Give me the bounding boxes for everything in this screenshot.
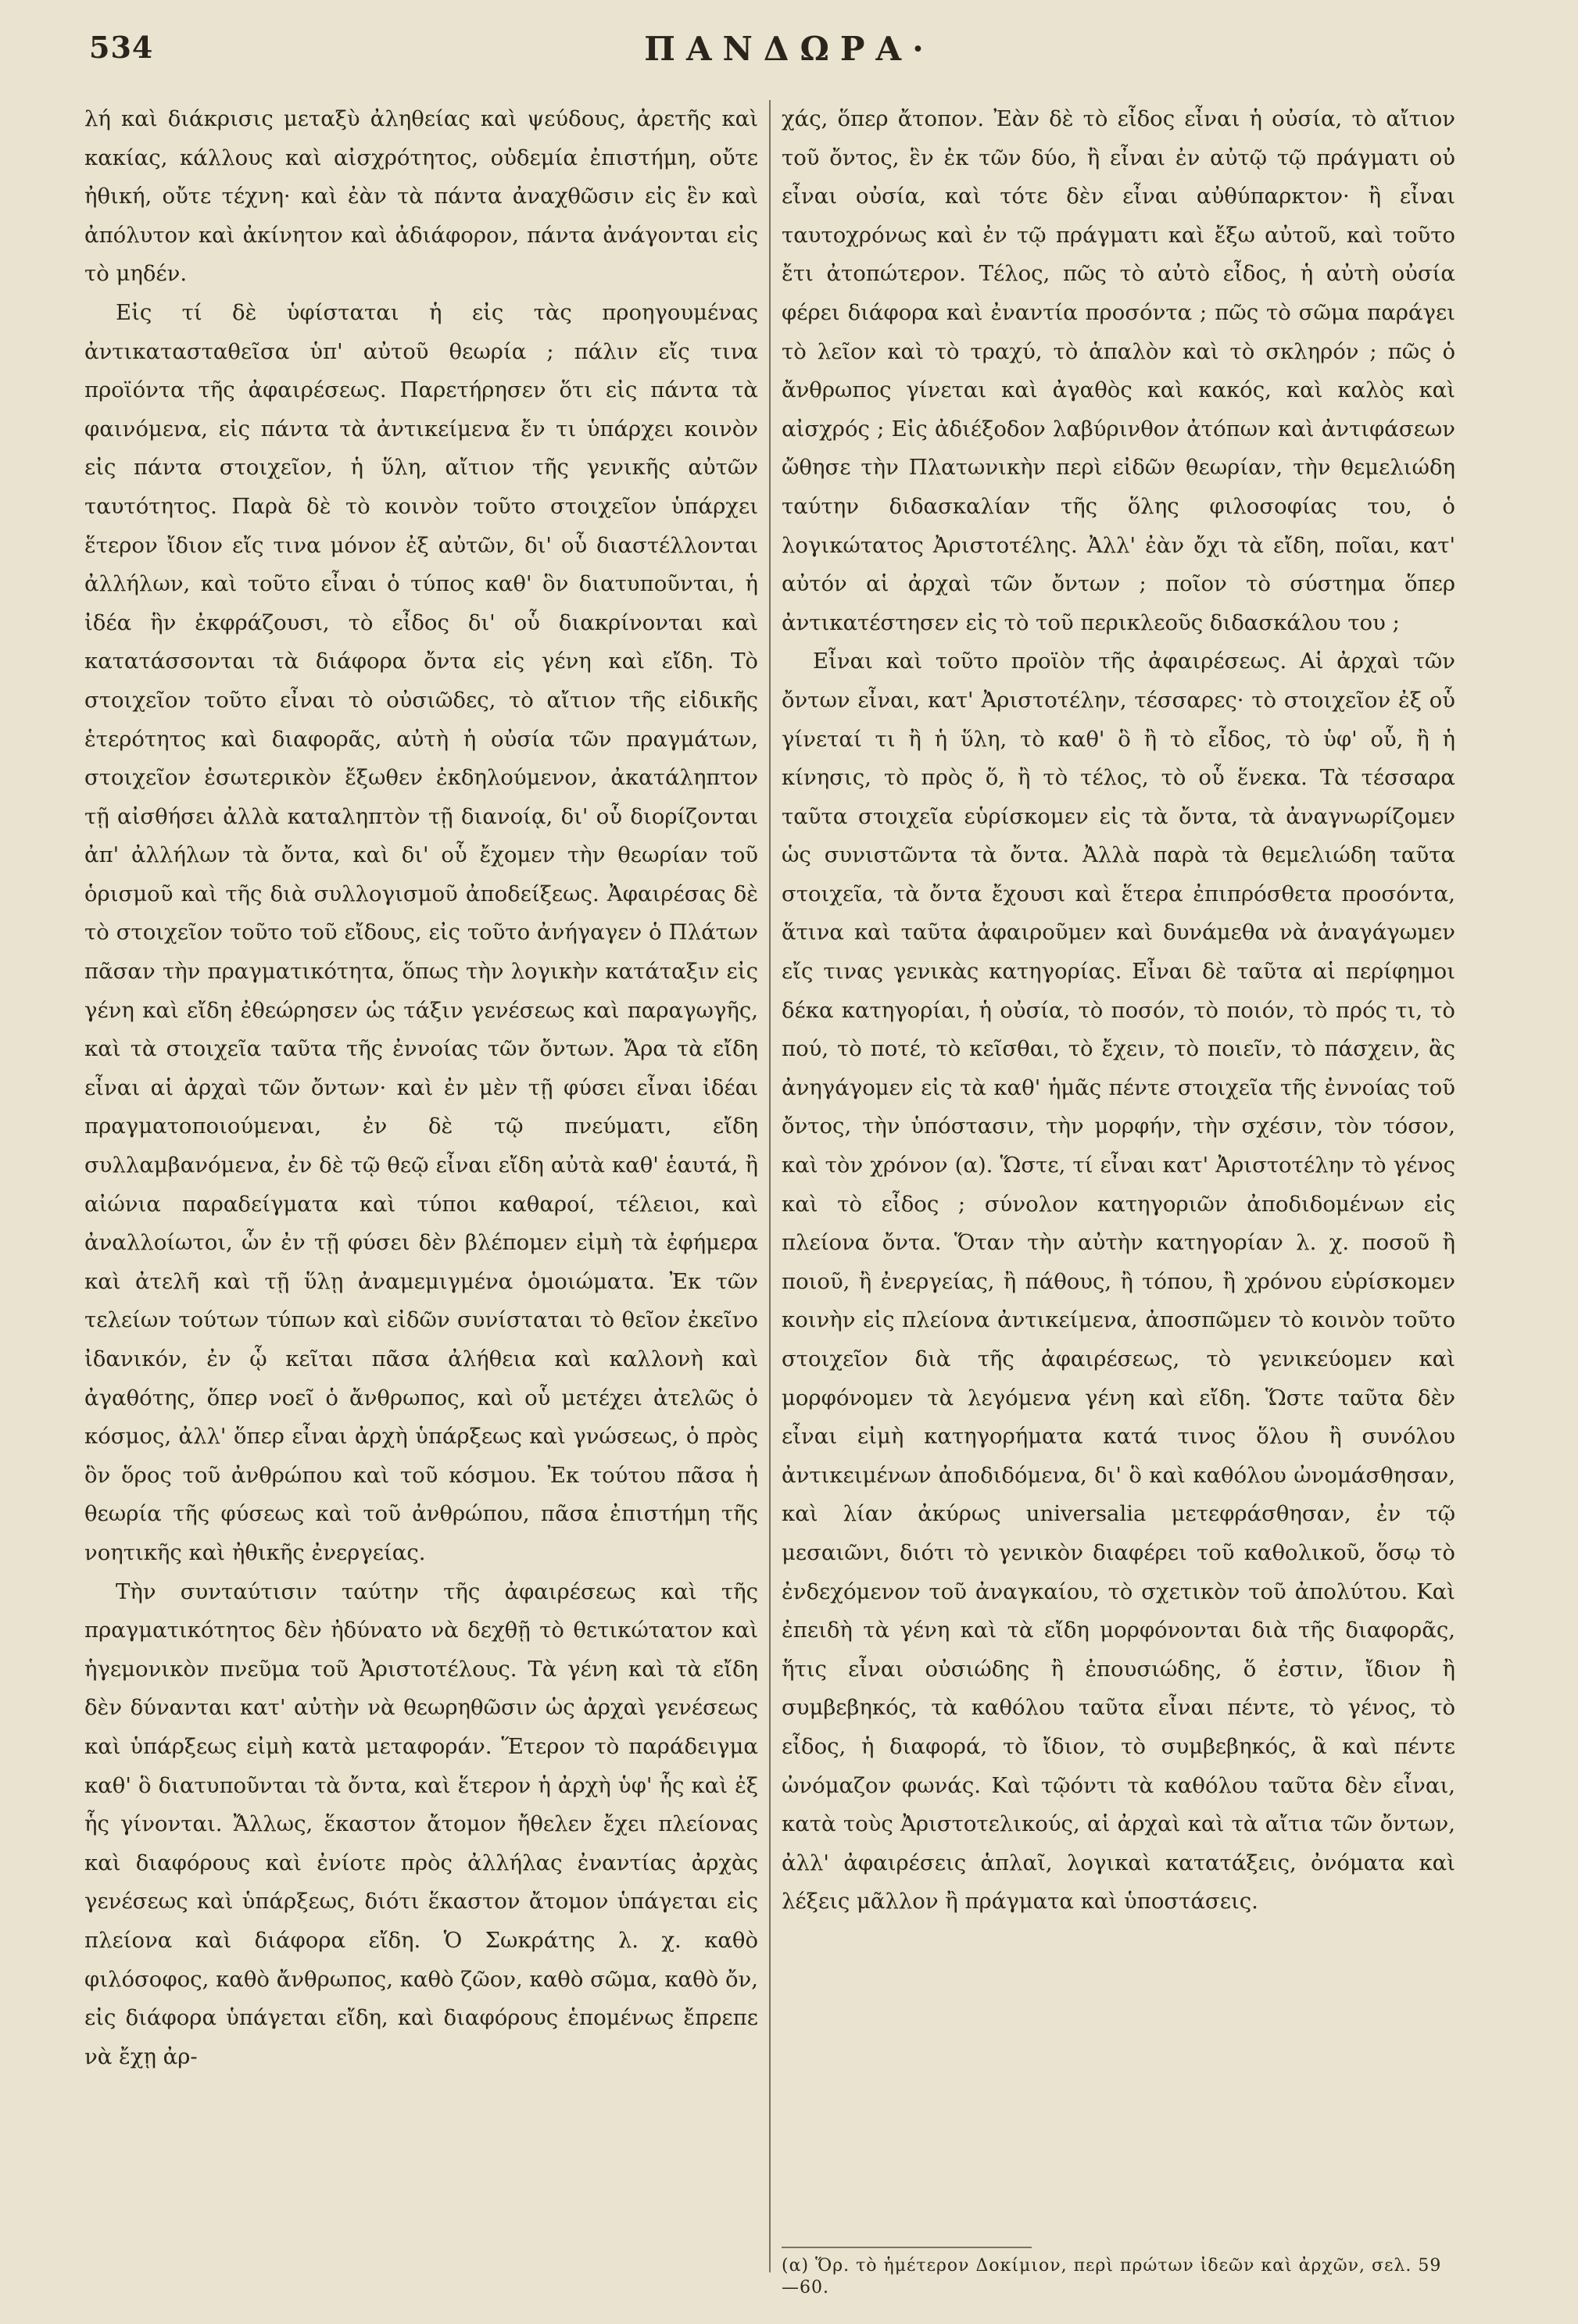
paragraph: Εἰς τί δὲ ὑφίσταται ἡ εἰς τὰς προηγουμένας ἀντικατασταθεῖσα ὑπ' αὐτοῦ θεωρία ; πάλιν εἴς τινα προϊόντα τῆς ἀφαιρέσεως. Παρετήρησεν ὅτι εἰς πάντα τὰ φαινόμενα, εἰς πάντα τὰ ἀντικείμενα ἔν τι ὑπάρχει κοινὸν εἰς πάντα στοιχεῖον, ἡ ὕλη, αἴτιον τῆς γενικῆς αὐτῶν ταυτότητος. Παρὰ δὲ τὸ κοινὸν τοῦτο στοιχεῖον ὑπάρχει ἕτερον ἴδιον εἴς τινα μόνον ἐξ αὐτῶν, δι' οὗ διαστέλλονται ἀλλήλων, καὶ τοῦτο εἶναι ὁ τύπος καθ' ὃν διατυποῦνται, ἡ ἰδέα ἣν ἐκφράζουσι, τὸ εἶδος δι' οὗ διακρίνονται καὶ κατατάσσονται τὰ διάφορα ὄντα εἰς γένη καὶ εἴδη. Τὸ στοιχεῖον τοῦτο εἶναι τὸ οὐσιῶδες, τὸ αἴτιον τῆς εἰδικῆς ἑτερότητος καὶ διαφορᾶς, αὐτὴ ἡ οὐσία τῶν πραγμάτων, στοιχεῖον ἐσωτερικὸν ἔξωθεν ἐκδηλούμενον, ἀκατάληπτον τῇ αἰσθήσει ἀλλὰ καταληπτὸν τῇ διανοίᾳ, δι' οὗ διορίζονται ἀπ' ἀλλήλων τὰ ὄντα, καὶ δι' οὗ ἔχομεν τὴν θεωρίαν τοῦ ὁρισμοῦ καὶ τῆς διὰ συλλογισμοῦ ἀποδείξεως. Ἀφαιρέσας δὲ τὸ στοιχεῖον τοῦτο τοῦ εἴδους, εἰς τοῦτο ἀνήγαγεν ὁ Πλάτων πᾶσαν τὴν πραγματικότητα, ὅπως τὴν λογικὴν κατάταξιν εἰς γένη καὶ εἴδη ἐθεώρησεν ὡς τάξιν γενέσεως καὶ παραγωγῆς, καὶ τὰ στοιχεῖα ταῦτα τῆς ἐννοίας τῶν ὄντων. Ἄρα τὰ εἴδη εἶναι αἱ ἀρχαὶ τῶν ὄντων· καὶ ἐν μὲν τῇ φύσει εἶναι ἰδέαι πραγματοποιούμεναι, ἐν δὲ τῷ πνεύματι, εἴδη συλλαμβανόμενα, ἐν δὲ τῷ θεῷ εἶναι εἴδη αὐτὰ καθ' ἑαυτά, ἢ αἰώνια παραδείγματα καὶ τύποι καθαροί, τέλειοι, καὶ ἀναλλοίωτοι, ὧν ἐν τῇ φύσει δὲν βλέπομεν εἰμὴ τὰ ἐφήμερα καὶ ἀτελῆ καὶ τῇ ὕλῃ ἀναμεμιγμένα ὁμοιώματα. Ἐκ τῶν τελείων τούτων τύπων καὶ εἰδῶν συνίσταται τὸ θεῖον ἐκεῖνο ἰδανικόν, ἐν ᾧ κεῖται πᾶσα ἀλήθεια καὶ καλλονὴ καὶ ἀγαθότης, ὅπερ νοεῖ ὁ ἄνθρωπος, καὶ οὗ μετέχει ἀτελῶς ὁ κόσμος, ἀλλ' ὅπερ εἶναι ἀρχὴ ὑπάρξεως καὶ γνώσεως, ὁ πρὸς ὃν ὅρος τοῦ ἀνθρώπου καὶ τοῦ κόσμου. Ἐκ τούτου πᾶσα ἡ θεωρία τῆς φύσεως καὶ τοῦ ἀνθρώπου, πᾶσα ἐπιστήμη τῆς νοητικῆς καὶ ἠθικῆς ἐνεργείας. [84,299,758,1565]
running-title: ΠΑΝΔΩΡΑ· [644,30,935,68]
paragraph: λή καὶ διάκρισις μεταξὺ ἀληθείας καὶ ψεύδους, ἀρετῆς καὶ κακίας, κάλλους καὶ αἰσχρότητος, οὐδεμία ἐπιστήμη, οὔτε ἠθική, οὔτε τέχνη· καὶ ἐὰν τὰ πάντα ἀναχθῶσιν εἰς ἓν καὶ ἀπόλυτον καὶ ἀκίνητον καὶ ἀδιάφορον, πάντα ἀνάγονται εἰς τὸ μηδέν. [84,106,758,287]
footnote: (α) Ὅρ. τὸ ἡμέτερον Δοκίμιον, περὶ πρώτων ἰδεῶν καὶ ἀρχῶν, σελ. 59—60. [782,2256,1442,2297]
right-column [782,100,1455,1922]
paragraph: χάς, ὅπερ ἄτοπον. Ἐὰν δὲ τὸ εἶδος εἶναι ἡ οὐσία, τὸ αἴτιον τοῦ ὄντος, ἓν ἐκ τῶν δύο, ἢ εἶναι ἐν αὐτῷ τῷ πράγματι οὐ εἶναι οὐσία, καὶ τότε δὲν εἶναι αὐθύπαρκτον· ἢ εἶναι ταυτοχρόνως καὶ ἐν τῷ πράγματι καὶ ἔξω αὐτοῦ, καὶ τοῦτο ἔτι ἀτοπώτερον. Τέλος, πῶς τὸ αὐτὸ εἶδος, ἡ αὐτὴ οὐσία φέρει διάφορα καὶ ἐναντία προσόντα ; πῶς τὸ σῶμα παράγει τὸ λεῖον καὶ τὸ τραχύ, τὸ ἁπαλὸν καὶ τὸ σκληρόν ; πῶς ὁ ἄνθρωπος γίνεται καὶ ἀγαθὸς καὶ κακός, καὶ καλὸς καὶ αἰσχρός ; Εἰς ἀδιέξοδον λαβύρινθον ἀτόπων καὶ ἀντιφάσεων ὤθησε τὴν Πλατωνικὴν περὶ εἰδῶν θεωρίαν, τὴν θεμελιώδη ταύτην διδασκαλίαν τῆς ὅλης φιλοσοφίας του, ὁ λογικώτατος Ἀριστοτέλης. Ἀλλ' ἐὰν ὄχι τὰ εἴδη, ποῖαι, κατ' αὐτόν αἱ ἀρχαὶ τῶν ὄντων ; ποῖον τὸ σύστημα ὅπερ ἀντικατέστησεν εἰς τὸ τοῦ περικλεοῦς διδασκάλου του ; [782,106,1455,635]
paragraph: Εἶναι καὶ τοῦτο προϊὸν τῆς ἀφαιρέσεως. Αἱ ἀρχαὶ τῶν ὄντων εἶναι, κατ' Ἀριστοτέλην, τέσσαρες· τὸ στοιχεῖον ἐξ οὗ γίνεταί τι ἢ ἡ ὕλη, τὸ καθ' ὃ ἢ τὸ εἶδος, τὸ ὑφ' οὗ, ἢ ἡ κίνησις, τὸ πρὸς ὅ, ἢ τὸ τέλος, τὸ οὗ ἕνεκα. Τὰ τέσσαρα ταῦτα στοιχεῖα εὑρίσκομεν εἰς τὰ ὄντα, τὰ ἀναγνωρίζομεν ὡς συνιστῶντα τὰ ὄντα. Ἀλλὰ παρὰ τὰ θεμελιώδη ταῦτα στοιχεῖα, τὰ ὄντα ἔχουσι καὶ ἕτερα ἐπιπρόσθετα προσόντα, ἅτινα καὶ ταῦτα ἀφαιροῦμεν καὶ δυνάμεθα νὰ ἀναγάγωμεν εἴς τινας γενικὰς κατηγορίας. Εἶναι δὲ ταῦτα αἱ περίφημοι δέκα κατηγορίαι, ἡ οὐσία, τὸ ποσόν, τὸ ποιόν, τὸ πρός τι, τὸ πού, τὸ ποτέ, τὸ κεῖσθαι, τὸ ἔχειν, τὸ ποιεῖν, τὸ πάσχειν, ἃς ἀνηγάγομεν εἰς τὰ καθ' ἡμᾶς πέντε στοιχεῖα τῆς ἐννοίας τοῦ ὄντος, τὴν ὑπόστασιν, τὴν μορφήν, τὴν σχέσιν, τὸν τόσον, καὶ τὸν χρόνον (α). Ὥστε, τί εἶναι κατ' Ἀριστοτέλην τὸ γένος καὶ τὸ εἶδος ; σύνολον κατηγοριῶν ἀποδιδομένων εἰς πλείονα ὄντα. Ὅταν τὴν αὐτὴν κατηγορίαν λ. χ. ποσοῦ ἢ ποιοῦ, ἢ ἐνεργείας, ἢ πάθους, ἢ τόπου, ἢ χρόνου εὑρίσκομεν κοινὴν εἰς πλείονα ἀντικείμενα, ἀποσπῶμεν τὸ κοινὸν τοῦτο στοιχεῖον διὰ τῆς ἀφαιρέσεως, τὸ γενικεύομεν καὶ μορφόνομεν τὰ λεγόμενα γένη καὶ εἴδη. Ὥστε ταῦτα δὲν εἶναι εἰμὴ κατηγορήματα κατά τινος ὅλου ἢ συνόλου ἀντικειμένων ἀποδιδόμενα, δι' ὃ καὶ καθόλου ὠνομάσθησαν, καὶ λίαν ἀκύρως universalia μετεφράσθησαν, ἐν τῷ μεσαιῶνι, διότι τὸ γενικὸν διαφέρει τοῦ καθολικοῦ, ὅσῳ τὸ ἐνδεχόμενον τοῦ ἀναγκαίου, τὸ σχετικὸν τοῦ ἀπολύτου. Καὶ ἐπειδὴ τὰ γένη καὶ τὰ εἴδη μορφόνονται διὰ τῆς διαφορᾶς, ἥτις εἶναι οὐσιώδης ἢ ἐπουσιώδης, ὅ ἐστιν, ἴδιον ἢ συμβεβηκός, τὰ καθόλου ταῦτα εἶναι πέντε, τὸ γένος, τὸ εἶδος, ἡ διαφορά, τὸ ἴδιον, τὸ συμβεβηκός, ἃ καὶ πέντε ὠνόμαζον φωνάς. Καὶ τῷόντι τὰ καθόλου ταῦτα δὲν εἶναι, κατὰ τοὺς Ἀριστοτελικούς, αἱ ἀρχαὶ καὶ τὰ αἴτια τῶν ὄντων, ἀλλ' ἀφαιρέσεις ἁπλαῖ, λογικαὶ κατατάξεις, ὀνόματα καὶ λέξεις μᾶλλον ἢ πράγματα καὶ ὑποστάσεις. [782,649,1455,1915]
footnote-divider [782,2247,1032,2248]
page-number: 534 [89,30,154,65]
left-column [84,100,758,2076]
column-divider [769,100,771,2272]
page-header [63,25,1516,72]
paragraph: Τὴν συνταύτισιν ταύτην τῆς ἀφαιρέσεως καὶ τῆς πραγματικότητος δὲν ἠδύνατο νὰ δεχθῇ τὸ θετικώτατον καὶ ἡγεμονικὸν πνεῦμα τοῦ Ἀριστοτέλους. Τὰ γένη καὶ τὰ εἴδη δὲν δύνανται κατ' αὐτὴν νὰ θεωρηθῶσιν ὡς ἀρχαὶ γενέσεως καὶ ὑπάρξεως εἰμὴ κατὰ μεταφοράν. Ἕτερον τὸ παράδειγμα καθ' ὃ διατυποῦνται τὰ ὄντα, καὶ ἕτερον ἡ ἀρχὴ ὑφ' ἧς καὶ ἐξ ἧς γίνονται. Ἄλλως, ἕκαστον ἄτομον ἤθελεν ἔχει πλείονας καὶ διαφόρους καὶ ἐνίοτε πρὸς ἀλλήλας ἐναντίας ἀρχὰς γενέσεως καὶ ὑπάρξεως, διότι ἕκαστον ἄτομον ὑπάγεται εἰς πλείονα καὶ διάφορα εἴδη. Ὁ Σωκράτης λ. χ. καθὸ φιλόσοφος, καθὸ ἄνθρωπος, καθὸ ζῶον, καθὸ σῶμα, καθὸ ὄν, εἰς διάφορα ὑπάγεται εἴδη, καὶ διαφόρους ἑπομένως ἔπρεπε νὰ ἔχῃ ἀρ- [84,1579,758,2069]
